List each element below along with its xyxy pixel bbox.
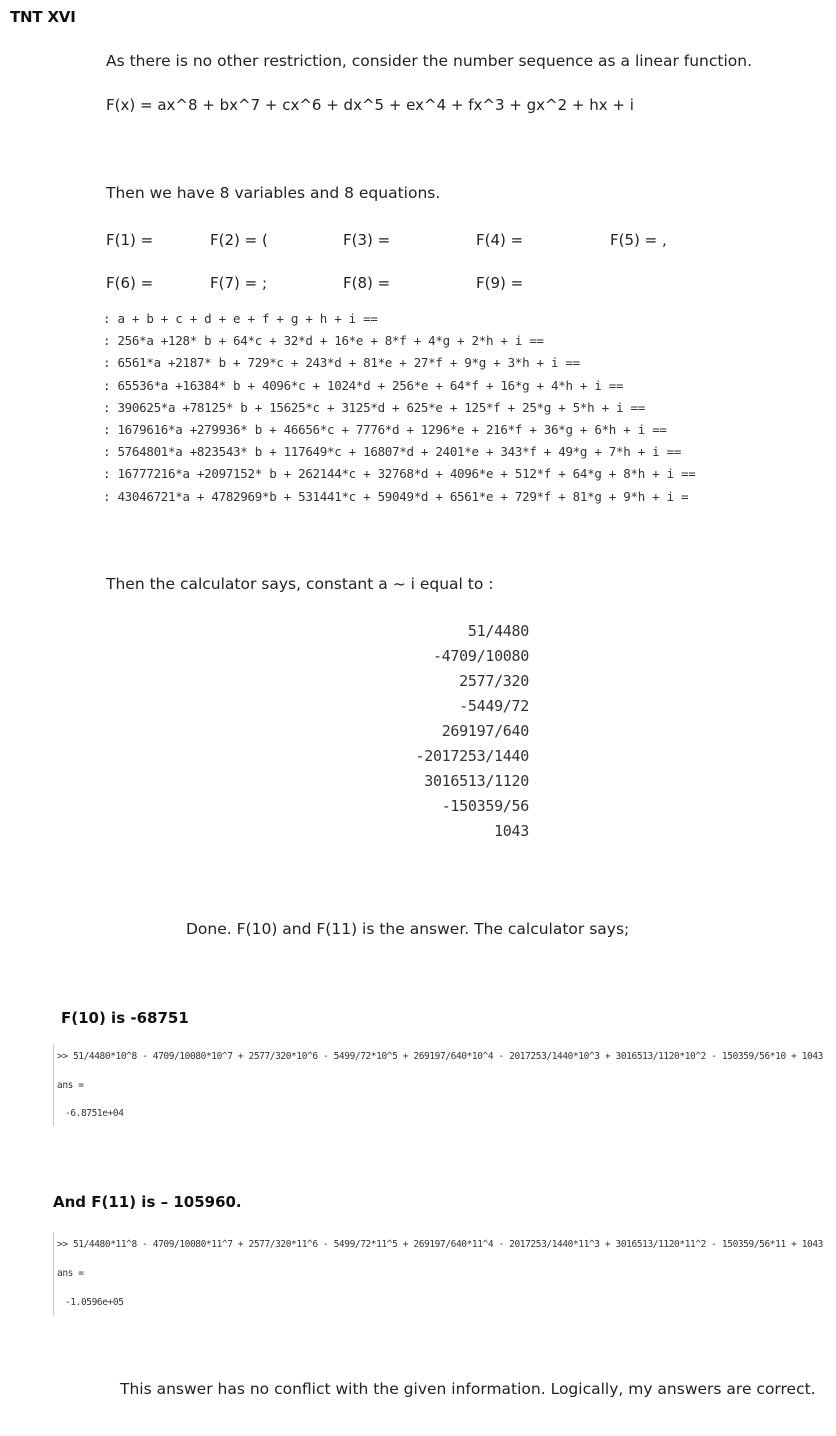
solution-value: -4709/10080 xyxy=(432,647,529,665)
equation-row: : 43046721*a + 4782969*b + 531441*c + 59049*d + 6561*e + 729*f + 81*g + 9*h + i = xyxy=(103,489,689,504)
solution-value: 3016513/1120 xyxy=(424,772,529,790)
f-label: F(2) = ( xyxy=(210,231,268,249)
solution-value: -5449/72 xyxy=(459,697,529,715)
done-text: Done. F(10) and F(11) is the answer. The calculator says; xyxy=(186,920,630,938)
f-label: F(6) = xyxy=(106,274,154,292)
solution-value: 1043 xyxy=(494,822,529,840)
f11-heading: And F(11) is – 105960. xyxy=(53,1193,242,1211)
solution-value: -150359/56 xyxy=(441,797,529,815)
solution-value: -2017253/1440 xyxy=(415,747,529,765)
calculator-text: Then the calculator says, constant a ~ i equal to : xyxy=(106,575,494,593)
f-label: F(5) = , xyxy=(610,231,667,249)
solution-value: 269197/640 xyxy=(441,722,529,740)
console-command: >> 51/4480*10^8 - 4709/10080*10^7 + 2577/320*10^6 - 5499/72*10^5 + 269197/640*10^4 - 2017253/1440*10^3 + 3016513/1120*10^2 - 150359/56*10 + 1043 xyxy=(57,1051,824,1062)
variables-text: Then we have 8 variables and 8 equations. xyxy=(106,184,441,202)
f10-heading: F(10) is -68751 xyxy=(61,1009,189,1027)
equation-row: : 5764801*a +823543* b + 117649*c + 16807*d + 2401*e + 343*f + 49*g + 7*h + i == xyxy=(103,444,682,459)
f-label: F(4) = xyxy=(476,231,524,249)
page-title: TNT XVI xyxy=(10,8,76,26)
equation-row: : 256*a +128* b + 64*c + 32*d + 16*e + 8*f + 4*g + 2*h + i == xyxy=(103,333,544,348)
f-label: F(3) = xyxy=(343,231,391,249)
intro-text: As there is no other restriction, consider the number sequence as a linear function. xyxy=(106,52,752,70)
console-command: >> 51/4480*11^8 - 4709/10080*11^7 + 2577/320*11^6 - 5499/72*11^5 + 269197/640*11^4 - 2017253/1440*11^3 + 3016513/1120*11^2 - 150359/56*11 + 1043 xyxy=(57,1239,824,1250)
equation-row: : a + b + c + d + e + f + g + h + i == xyxy=(103,311,378,326)
console-ans-value: -6.8751e+04 xyxy=(65,1108,124,1119)
equation-row: : 390625*a +78125* b + 15625*c + 3125*d + 625*e + 125*f + 25*g + 5*h + i == xyxy=(103,400,645,415)
console-ans-value: -1.0596e+05 xyxy=(65,1297,124,1308)
equation-row: : 6561*a +2187* b + 729*c + 243*d + 81*e + 27*f + 9*g + 3*h + i == xyxy=(103,355,580,370)
function-definition: F(x) = ax^8 + bx^7 + cx^6 + dx^5 + ex^4 + fx^3 + gx^2 + hx + i xyxy=(106,96,634,114)
equation-row: : 1679616*a +279936* b + 46656*c + 7776*d + 1296*e + 216*f + 36*g + 6*h + i == xyxy=(103,422,667,437)
solution-value: 2577/320 xyxy=(459,672,529,690)
console-ans-label: ans = xyxy=(57,1080,84,1091)
f-label: F(7) = ; xyxy=(210,274,268,292)
console-border xyxy=(53,1044,55,1126)
f-label: F(8) = xyxy=(343,274,391,292)
console-ans-label: ans = xyxy=(57,1268,84,1279)
equation-row: : 16777216*a +2097152* b + 262144*c + 32768*d + 4096*e + 512*f + 64*g + 8*h + i == xyxy=(103,466,696,481)
console-border xyxy=(53,1232,55,1316)
f-label: F(1) = xyxy=(106,231,154,249)
equation-row: : 65536*a +16384* b + 4096*c + 1024*d + 256*e + 64*f + 16*g + 4*h + i == xyxy=(103,378,624,393)
conclusion-text: This answer has no conflict with the given information. Logically, my answers are correct. xyxy=(120,1380,816,1398)
solution-value: 51/4480 xyxy=(467,622,529,640)
f-label: F(9) = xyxy=(476,274,524,292)
